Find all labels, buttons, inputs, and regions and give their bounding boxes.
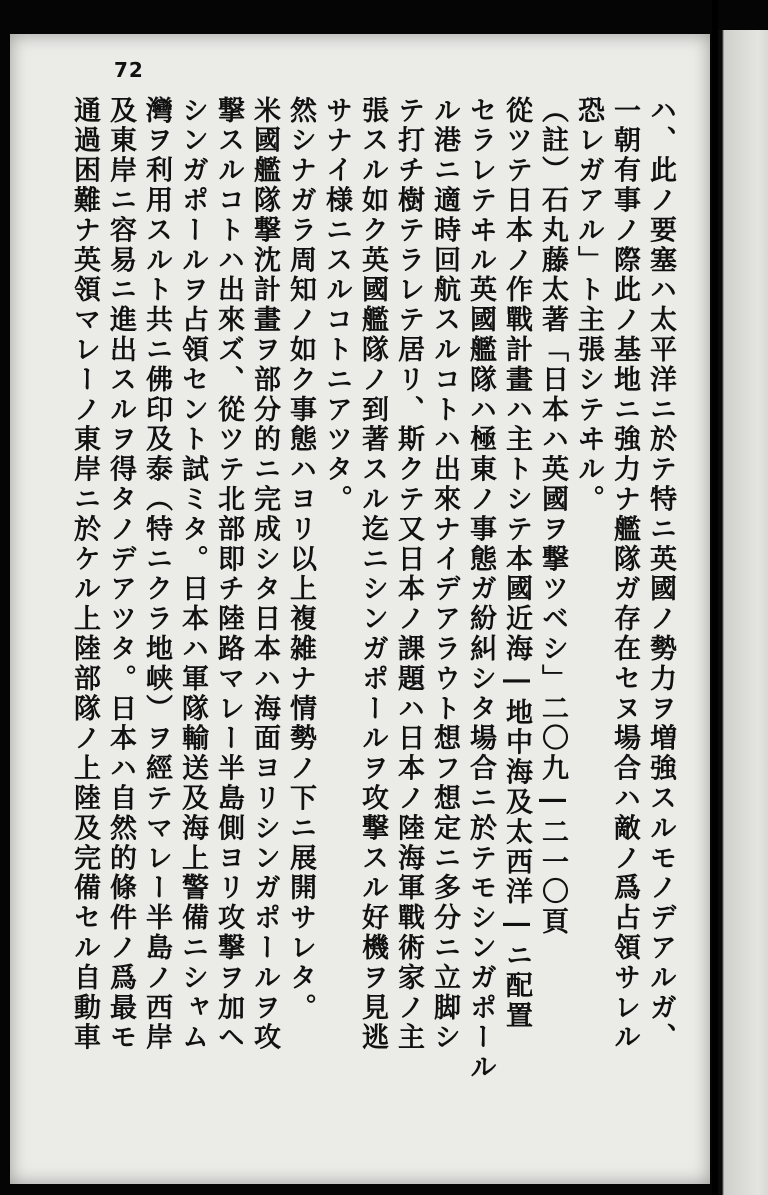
text-column-4: （註）石丸藤太著「日本ハ英國ヲ撃ツベシ」二〇九―二一〇頁 (537, 96, 568, 938)
text-column-10: サナイ様ニスルコトニアツタ。 (321, 96, 352, 515)
text-column-9: 張スル如ク英國艦隊ノ到著スル迄ニシンガポールヲ攻撃スル好機ヲ見逃 (357, 96, 388, 1053)
text-column-5: 從ツテ日本ノ作戰計畫ハ主トシテ本國近海―地中海及太西洋―ニ配置 (501, 96, 532, 1031)
text-column-2: 一朝有事ノ際此ノ基地ニ強力ナ艦隊ガ存在セヌ場合ハ敵ノ爲占領サレル (609, 96, 640, 1053)
text-column-17: 通過困難ナ英領マレーノ東岸ニ於ケル上陸部隊ノ上陸及完備セル自動車 (69, 96, 100, 1053)
text-column-15: 灣ヲ利用スルト共ニ佛印及泰（特ニクラ地峡）ヲ經テマレー半島ノ西岸 (141, 96, 172, 1053)
text-column-3: 恐レガアル」ト主張シテヰル。 (573, 96, 604, 515)
text-column-1: ハ、此ノ要塞ハ太平洋ニ於テ特ニ英國ノ勢力ヲ増強スルモノデアルガ、 (645, 96, 676, 1053)
text-column-12: 米國艦隊撃沈計畫ヲ部分的ニ完成シタ日本ハ海面ヨリシンガポールヲ攻 (249, 96, 280, 1053)
text-column-16: 及東岸ニ容易ニ進出スルヲ得タノデアツタ。日本ハ自然的條件ノ爲最モ (105, 96, 136, 1053)
text-column-14: シンガポールヲ占領セント試ミタ。日本ハ軍隊輸送及海上警備ニシャム (177, 96, 208, 1053)
page-number: 72 (114, 58, 144, 82)
text-column-6: セラレテヰル英國艦隊ハ極東ノ事態ガ紛糾シタ場合ニ於テモシンガポール (465, 96, 496, 1083)
text-column-7: ル港ニ適時回航スルコトハ出來ナイデアラウト想フ想定ニ多分ニ立脚シ (429, 96, 460, 1053)
facing-page-edge (718, 30, 768, 1195)
text-column-11: 然シナガラ周知ノ如ク事態ハヨリ以上複雑ナ情勢ノ下ニ展開サレタ。 (285, 96, 316, 1023)
text-column-8: テ打チ樹テラレテ居リ、斯クテ又日本ノ課題ハ日本ノ陸海軍戰術家ノ主 (393, 96, 424, 1053)
text-column-13: 撃スルコトハ出來ズ、從ツテ北部即チ陸路マレー半島側ヨリ攻撃ヲ加ヘ (213, 96, 244, 1053)
